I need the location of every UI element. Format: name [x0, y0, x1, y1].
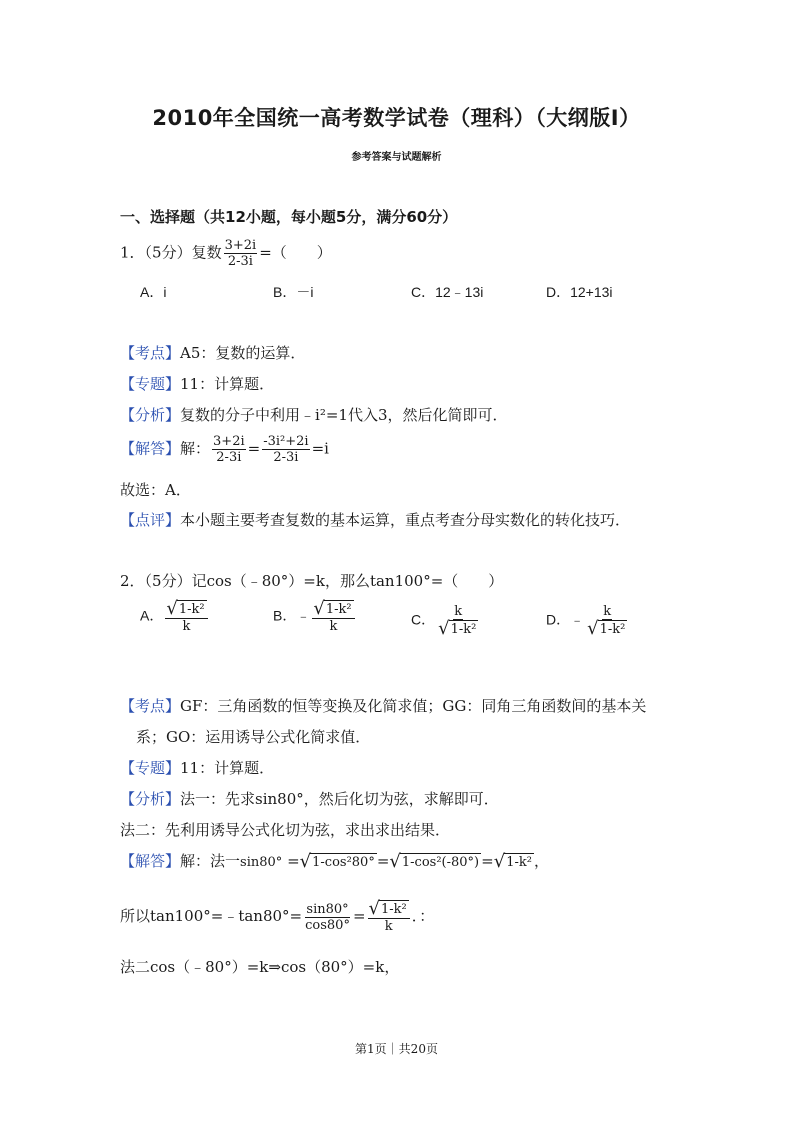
fraction-denominator: k [384, 919, 393, 934]
jieda-prefix: 解：法一 [180, 852, 241, 870]
jieda-fraction-2 [262, 434, 309, 465]
q2-suoyi: 所以tan100°=﹣tan80°= $\frac{\sin 80^\circ}{\cos 80^\circ}$ = √ 1-k² k ．： [120, 898, 435, 934]
page-title: 2010年全国统一高考数学试卷（理科）（大纲版Ⅰ） [152, 106, 641, 130]
fraction-denominator: cos80° [305, 917, 350, 933]
comma: ， [533, 852, 549, 870]
sqrt-1: √ 1-cos²80° [299, 851, 375, 872]
neg-sign: ﹣ [296, 607, 311, 624]
sqrt-3: √ 1-k² [493, 851, 532, 872]
q1-stem-prefix: 1．（5分）复数 [120, 243, 222, 262]
fraction-denominator: k [329, 619, 338, 634]
fenxi-text: 法一：先求sin80°，然后化切为弦，求解即可． [180, 790, 499, 808]
sqrt-body: 1-cos²(-80°) [401, 855, 480, 870]
q2-option-c [411, 604, 481, 638]
q1-option-a: A．i [140, 284, 167, 300]
zhuanti-tag: 【专题】 [120, 375, 181, 393]
sqrt-body: 1-k² [178, 602, 205, 617]
q2-kaodian-cont: 系；GO：运用诱导公式化简求值． [136, 728, 371, 746]
sqrt-2: √ 1-cos²(-80°) [389, 851, 480, 872]
jieda-fraction-1 [212, 434, 246, 465]
q2-option-a [140, 600, 210, 634]
q1-fenxi [120, 404, 507, 425]
q1-stem [120, 238, 332, 269]
fraction-numerator: k [454, 604, 463, 619]
option-label: D． [546, 611, 571, 628]
q2-zhuanti [120, 757, 274, 778]
jieda-prefix: 解： [180, 439, 211, 458]
q1-guxuan: 故选：A． [120, 481, 191, 499]
dianping-text: 本小题主要考查复数的基本运算，重点考查分母实数化的转化技巧． [180, 511, 631, 529]
jieda-tag: 【解答】 [120, 439, 181, 458]
q1-option-c: C．12﹣13i [411, 284, 484, 300]
option-fraction: √ 1-k² k [165, 600, 207, 634]
fraction-numerator: 3+2i [224, 238, 257, 253]
q2-fa2: 法二cos（﹣80°）=k⇒cos（80°）=k， [120, 958, 400, 976]
kaodian-tag: 【考点】 [120, 697, 181, 715]
sqrt-body: 1-k² [381, 902, 407, 917]
q1-stem-fraction [224, 238, 258, 269]
equals-sign: = [287, 852, 300, 870]
q2-option-b [273, 600, 357, 634]
suoyi-prefix: 所以tan100°=﹣tan80°= [120, 907, 303, 925]
q1-kaodian [120, 342, 305, 363]
q1-stem-suffix: =（ ） [259, 243, 332, 262]
fraction-numerator: 3+2i [213, 434, 245, 449]
zhuanti-text: 11：计算题． [180, 375, 275, 393]
page-footer: 第1页｜共20页 [355, 1042, 438, 1056]
jieda-result: =i [311, 439, 329, 458]
sqrt-body: 1-k² [325, 602, 352, 617]
fraction-denominator: k [182, 619, 191, 634]
dianping-tag: 【点评】 [120, 511, 181, 529]
option-fraction: k √ 1-k² [438, 604, 477, 639]
q1-zhuanti [120, 373, 274, 394]
q2-jieda: 【解答】解：法一sin80° = √ 1-cos²80° = √ 1-cos²(-80°) = √ 1-k² ， [120, 851, 549, 872]
sin-term: sin80° [240, 855, 283, 870]
jieda-tag: 【解答】 [120, 852, 181, 870]
option-fraction: √ 1-k² k [312, 600, 354, 634]
q2-kaodian [120, 695, 646, 716]
fenxi-text: 复数的分子中利用﹣i²=1代入3，然后化简即可． [180, 406, 508, 424]
q1-dianping [120, 509, 630, 530]
fenxi-tag: 【分析】 [120, 406, 181, 424]
fraction-numerator: sin80° [306, 901, 349, 917]
q2-option-d [546, 604, 630, 638]
q1-option-d: D．12+13i [546, 284, 613, 300]
option-label: A． [140, 607, 164, 624]
option-fraction: k √ 1-k² [587, 604, 626, 639]
q2-stem: 2．（5分）记cos（﹣80°）=k，那么tan100°=（ ） [120, 572, 504, 590]
zhuanti-tag: 【专题】 [120, 759, 181, 777]
kaodian-text: A5：复数的运算． [180, 344, 306, 362]
fraction-denominator: 2-3i [227, 254, 253, 269]
kaodian-tag: 【考点】 [120, 344, 181, 362]
fraction-numerator: k [603, 604, 612, 619]
sqrt-body: 1-k² [506, 855, 532, 870]
fraction-denominator: 2-3i [273, 450, 299, 465]
neg-sign: ﹣ [570, 611, 585, 628]
sqrt-body: 1-k² [450, 622, 477, 637]
fraction-denominator: 2-3i [216, 450, 242, 465]
fraction-numerator: -3i²+2i [263, 434, 309, 449]
q1-jieda: 【解答】解： $\frac{3+2i}{2-3i}$ = $\frac{\text{-3i²+2i}}{2-3i}$ =i [120, 434, 329, 465]
kaodian-text: GF：三角函数的恒等变换及化简求值；GG：同角三角函数间的基本关 [180, 697, 647, 715]
suoyi-fraction-2: √ 1-k² k [368, 900, 410, 934]
option-label: C． [411, 611, 436, 628]
section-heading: 一、选择题（共12小题，每小题5分，满分60分） [120, 208, 458, 226]
suoyi-suffix: ．： [411, 907, 435, 925]
q2-fenxi-2: 法二：先利用诱导公式化切为弦，求出求出结果． [120, 821, 451, 839]
fenxi-tag: 【分析】 [120, 790, 181, 808]
zhuanti-text: 11：计算题． [180, 759, 275, 777]
page-subtitle: 参考答案与试题解析 [351, 152, 442, 163]
q1-option-b: B．－i [273, 284, 314, 300]
suoyi-fraction-1 [304, 902, 351, 933]
option-label: B． [273, 607, 297, 624]
sqrt-body: 1-cos²80° [312, 855, 375, 870]
sqrt-body: 1-k² [599, 622, 626, 637]
q2-fenxi [120, 788, 499, 809]
